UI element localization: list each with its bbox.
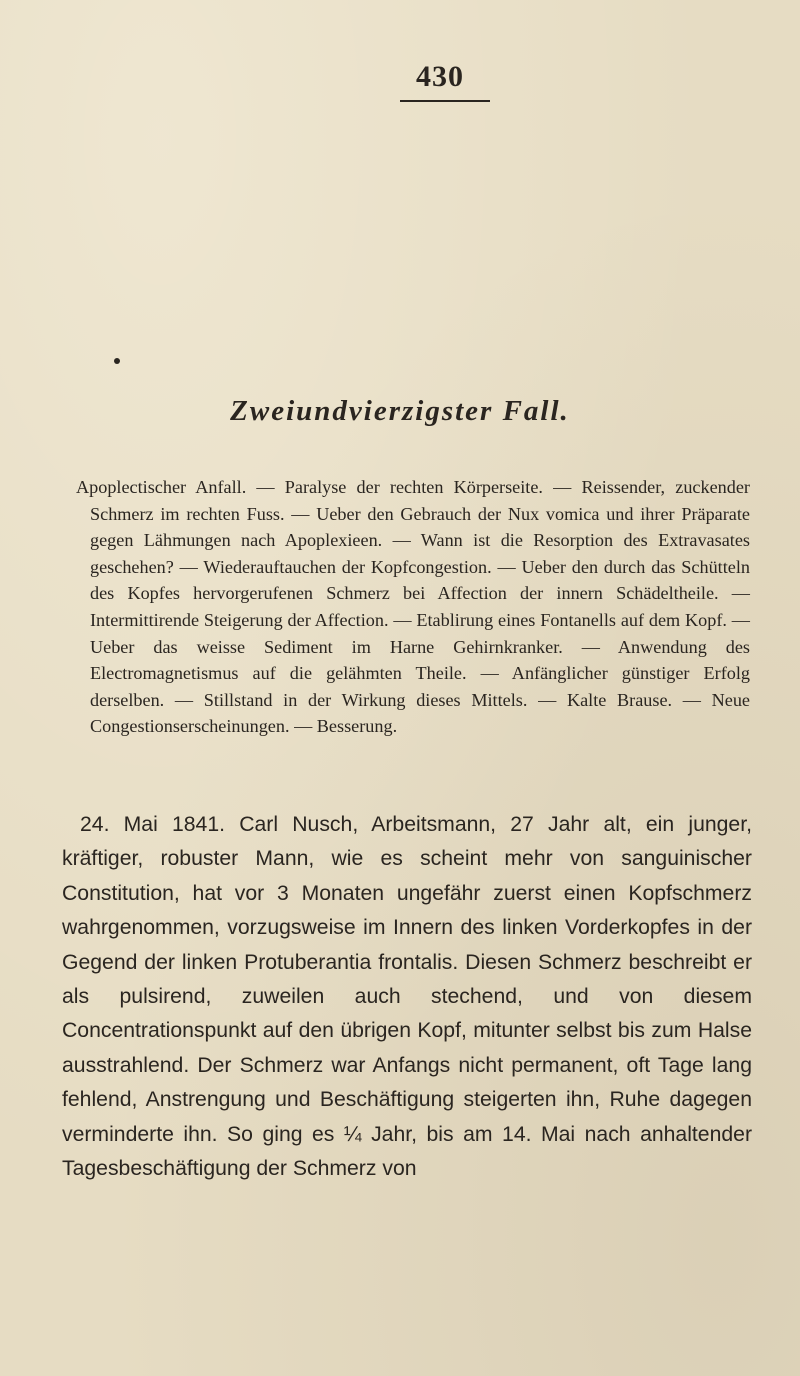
- page-number: 430: [416, 60, 464, 93]
- case-body-paragraph: 24. Mai 1841. Carl Nusch, Arbeitsmann, 27 Jahr alt, ein junger, kräftiger, robuster Mann, wie es scheint mehr von sanguinischer Constitution, hat vor 3 Monaten ungefähr zuerst einen Kopfschmerz wahrgenommen, vorzugsweise im Innern des linken Vorderkopfes in der Gegend der linken Protuberantia frontalis. Diesen Schmerz beschreibt er als pulsirend, zuweilen auch stechend, und von diesem Concentrationspunkt auf den übrigen Kopf, mitunter selbst bis zum Halse ausstrahlend. Der Schmerz war Anfangs nicht permanent, oft Tage lang fehlend, Anstrengung und Beschäftigung steigerten ihn, Ruhe dagegen verminderte ihn. So ging es ¼ Jahr, bis am 14. Mai nach anhaltender Tagesbeschäftigung der Schmerz von: [62, 813, 752, 1181]
- ink-spot: [114, 358, 120, 364]
- case-summary: Apoplectischer Anfall. — Paralyse der rechten Körperseite. — Reissender, zuckender Schmerz im rechten Fuss. — Ueber den Gebrauch der Nux vomica und ihrer Präparate gegen Lähmungen nach Apoplexieen. — Wann ist die Resorption des Extravasates geschehen? — Wiederauftauchen der Kopfcongestion. — Ueber den durch das Schütteln des Kopfes hervorgerufenen Schmerz bei Affection der innern Schädeltheile. — Intermittirende Steigerung der Affection. — Etablirung eines Fontanells auf dem Kopf. — Ueber das weisse Sediment im Harne Gehirnkranker. — Anwendung des Electromagnetismus auf die gelähmten Theile. — Anfänglicher günstiger Erfolg derselben. — Stillstand in der Wirkung dieses Mittels. — Kalte Brause. — Neue Congestionserscheinungen. — Besserung.: [76, 477, 750, 737]
- page-number-rule: [400, 100, 490, 102]
- case-heading: Zweiundvierzigster Fall.: [230, 395, 570, 427]
